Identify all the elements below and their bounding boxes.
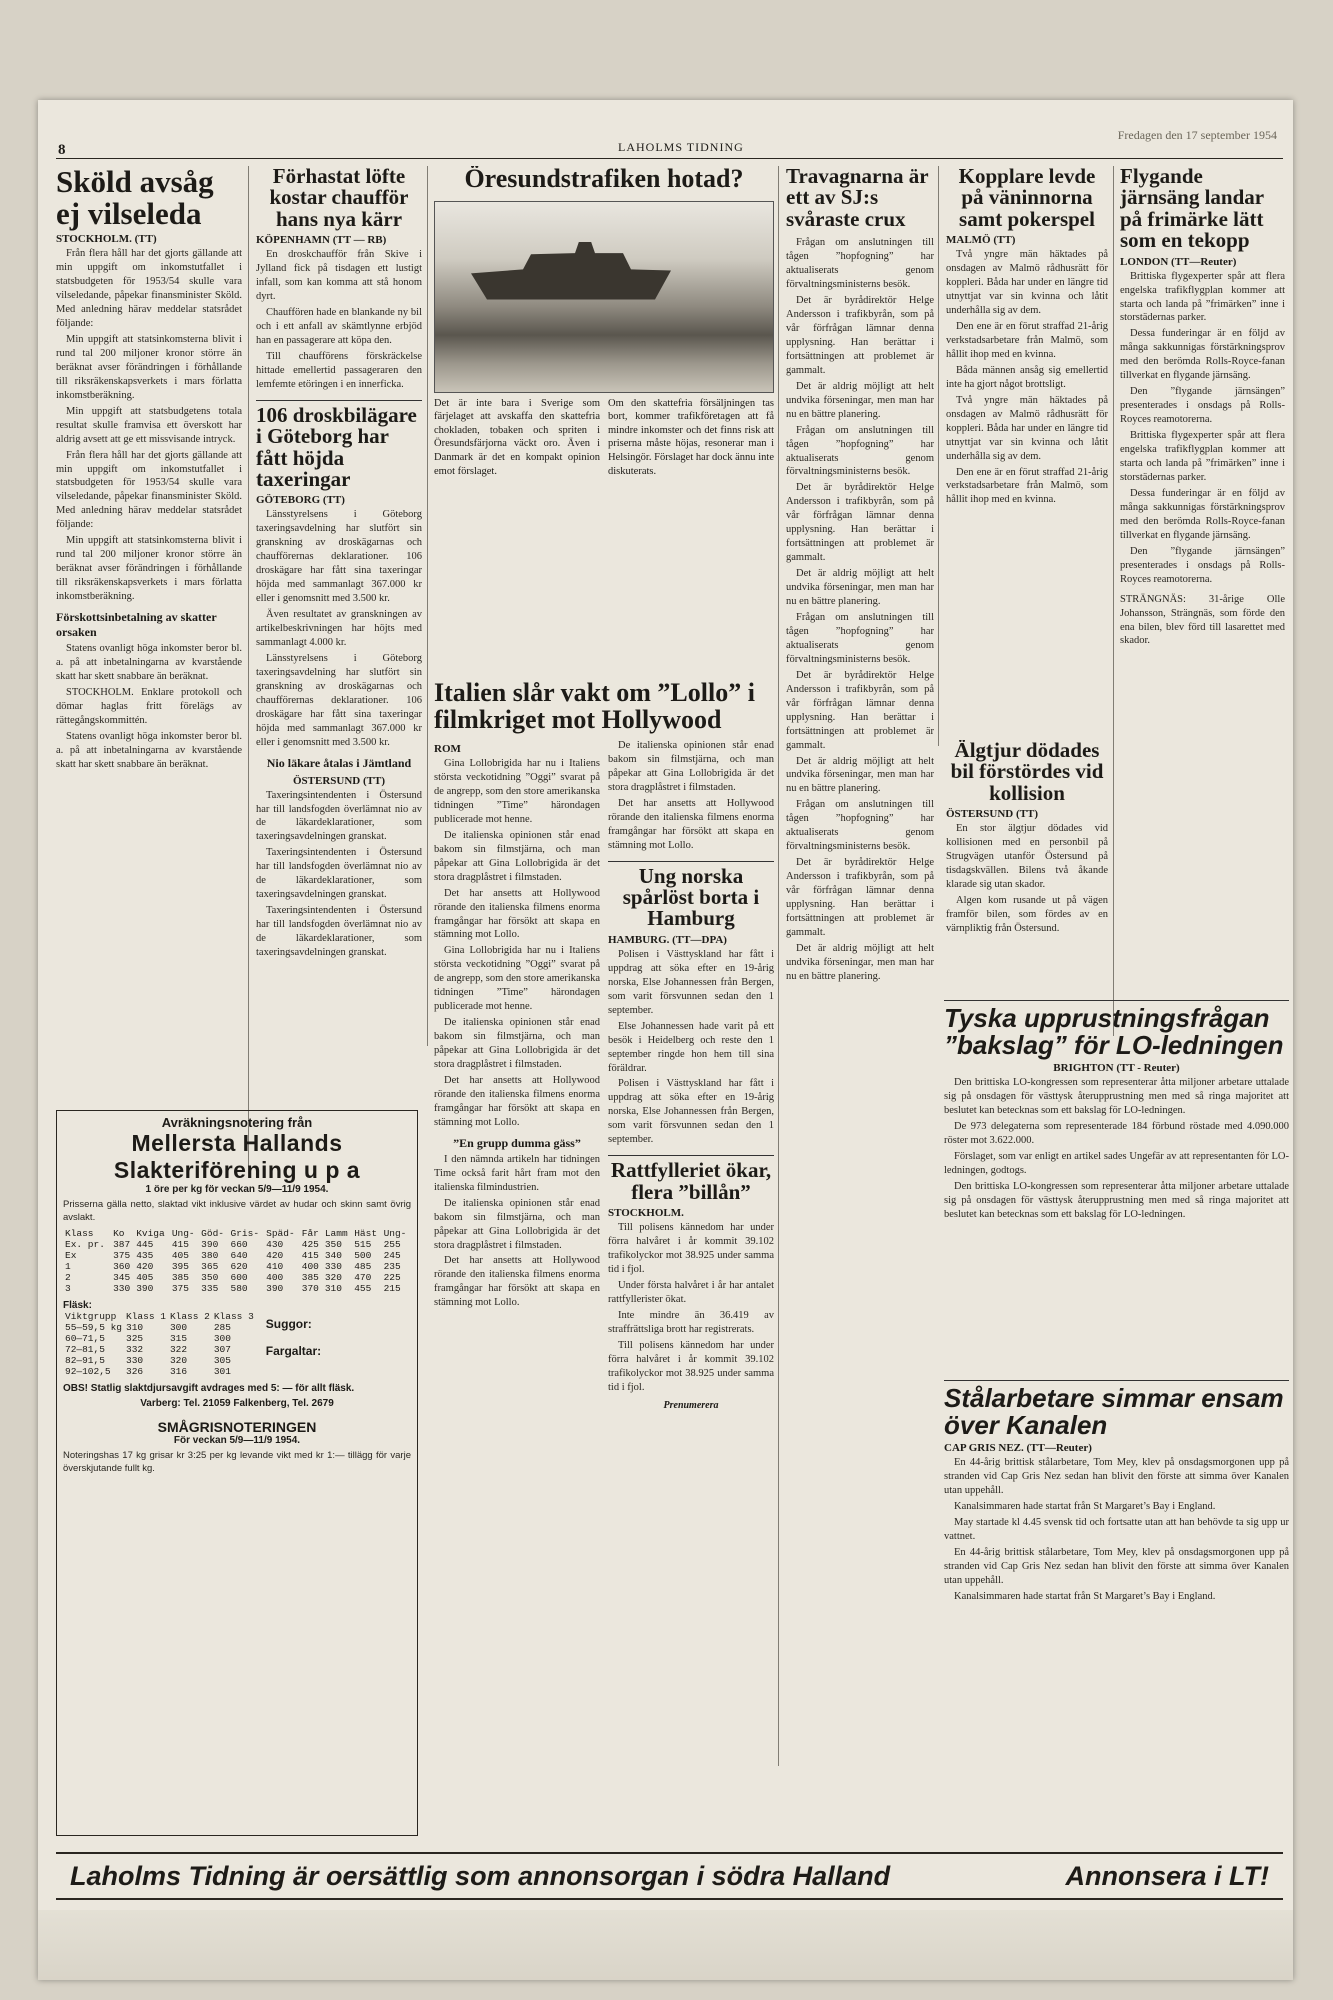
article-kopplare xyxy=(946,166,1108,726)
article-body: De italienska opinionen står enad bakom sin filmstjärna, och man påpekar att Gina Lollobrigida är det stora dragplåstret i filmstaden. Det har ansetts att Hollywood rörande den italienska filmens enorma framgångar har försökt att skapa en stämning mot Lollo. xyxy=(608,740,774,851)
byline: STOCKHOLM. (TT) xyxy=(56,233,157,246)
date-line: Fredagen den 17 september 1954 xyxy=(1117,128,1277,142)
column-divider xyxy=(1113,166,1114,1036)
smagris-text: Noteringshas 17 kg grisar kr 3:25 per kg levande vikt med kr 1:— tillägg för varje överskjutande fullt kg. xyxy=(63,1450,411,1474)
byline: GÖTEBORG (TT) xyxy=(256,494,345,507)
headline: Travagnarna är ett av SJ:s svåraste crux xyxy=(786,166,929,231)
article-chauffor xyxy=(256,166,422,1046)
smagris-subtitle: För veckan 5/9—11/9 1954. xyxy=(173,1435,301,1447)
price-table xyxy=(63,1228,411,1294)
column-divider xyxy=(427,166,428,1046)
byline: STOCKHOLM. xyxy=(608,1207,684,1220)
page-margin xyxy=(38,1910,1293,1980)
subheading: Förskottsinbetalning av skatter orsaken xyxy=(56,610,217,640)
article-skold xyxy=(56,166,242,1156)
byline: LONDON (TT—Reuter) xyxy=(1120,255,1237,268)
subscribe-stamp: Prenumerera xyxy=(663,1400,719,1412)
table-row: 3 330 390 375 335 580 390 370 310 455 215 xyxy=(65,1283,401,1295)
article-algtjur xyxy=(946,740,1108,1040)
article-body: Från flera håll har det gjorts gällande att min uppgift om inkomstutfallet i statsbudgeten för 1953/54 skulle vara vilseledande, påpekar finansminister Sköld. Med anledning härav meddelar statsrådet följande: Min uppgift att statsinkomsterna blivit i rund tal 200 miljoner kronor större än beräknat avser förändringen i förhållande till riksräkenskapsverkets i mars förlatta inkomstberäkning. Min uppgift att statsbudgetens totala resultat skulle framvisa ett överskott har aldrig avsett att ge ett missvisande intryck. Från flera håll har det gjorts gällande att min uppgift om inkomstutfallet i statsbudgeten för 1953/54 skulle vara vilseledande, påpekar finansminister Sköld. Med anledning härav meddelar statsrådet följande: Min uppgift att statsinkomsterna blivit i rund tal 200 miljoner kronor större än beräknat avser förändringen i förhållande till riksräkenskapsverkets i mars förlatta inkomstberäkning. xyxy=(56,248,242,603)
headline: Tyska upprustningsfrågan ”bakslag” för LO-ledningen xyxy=(944,1003,1284,1060)
header-rule xyxy=(56,158,1283,159)
table-row: 72—81,5 332 322 307 xyxy=(65,1344,231,1356)
table-row: Ex. pr. 387 445 415 390 660 430 425 350 515 255 xyxy=(65,1239,401,1251)
footer-call-to-action: Annonsera i LT! xyxy=(1065,1860,1269,1891)
headline: Kopplare levde på väninnorna samt pokerspel xyxy=(958,166,1096,231)
article-jarnsag xyxy=(1120,166,1285,1026)
table-row: 2 345 405 385 350 600 400 385 320 470 225 xyxy=(65,1272,401,1284)
article-body: Frågan om anslutningen till tågen ”hopfogning” har aktualiserats genom förvaltningsministerns besök. Det är byrådirektör Helge Andersson i trafikbyrån, som på vår förfrågan lämnar denna upplysning. Han berättar i fortsättningen att problemet är gammalt. Det är aldrig möjligt att helt undvika förseningar, men man har nu en bättre planering. Frågan om anslutningen till tågen ”hopfogning” har aktualiserats genom förvaltningsministerns besök. Det är byrådirektör Helge Andersson i trafikbyrån, som på vår förfrågan lämnar denna upplysning. Han berättar i fortsättningen att problemet är gammalt. Det är aldrig möjligt att helt undvika förseningar, men man har nu en bättre planering. Frågan om anslutningen till tågen ”hopfogning” har aktualiserats genom förvaltningsministerns besök. Det är byrådirektör Helge Andersson i trafikbyrån, som på vår förfrågan lämnar denna upplysning. Han berättar i fortsättningen att problemet är gammalt. Det är aldrig möjligt att helt undvika förseningar, men man har nu en bättre planering. Frågan om anslutningen till tågen ”hopfogning” har aktualiserats genom förvaltningsministerns besök. Det är byrådirektör Helge Andersson i trafikbyrån, som på vår förfrågan lämnar denna upplysning. Han berättar i fortsättningen att problemet är gammalt. Det är aldrig möjligt att helt undvika förseningar, men man har nu en bättre planering. xyxy=(786,237,934,982)
headline: Flygande järnsäng landar på frimärke lätt som en tekopp xyxy=(1120,166,1264,253)
table-row: 82—91,5 330 320 305 xyxy=(65,1355,231,1367)
paper-name: LAHOLMS TIDNING xyxy=(618,140,744,154)
suggor-label: Suggor: xyxy=(265,1317,312,1332)
article-body: Länsstyrelsens i Göteborg taxeringsavdelning har slutfört sin granskning av droskägarnas och chaufförernas deklarationer. 106 droskägare har fått sina taxeringar höjda med sammanlagt 367.000 kr eller i genomsnitt med 3.500 kr. Även resultatet av granskningen av artikelbeskrivningen har höjts med sammanlagt 4.000 kr. Länsstyrelsens i Göteborg taxeringsavdelning har slutfört sin granskning av droskägarnas och chaufförernas deklarationer. 106 droskägare har fått sina taxeringar höjda med sammanlagt 367.000 kr eller i genomsnitt med 3.500 kr. xyxy=(256,509,422,748)
flask-title: Fläsk: xyxy=(63,1300,92,1312)
price-table-header: Klass Ko Kviga Ung- Göd- Gris- Späd- Får Lamm Häst Ung- xyxy=(65,1228,407,1240)
byline: CAP GRIS NEZ. (TT—Reuter) xyxy=(944,1442,1092,1455)
byline: ÖSTERSUND (TT) xyxy=(293,774,385,787)
photo-caption: Det är inte bara i Sverige som färjelaget att avskaffa den skattefria chokladen, tobaken och spriten i Öresundsfärjorna väckt oro. Även i Danmark är det en kompakt opinion emot förslaget. xyxy=(434,397,600,477)
article-body: I den nämnda artikeln har tidningen Time också farit hårt fram mot den italienska filmindustrien. De italienska opinionen står enad bakom sin filmstjärna, och man påpekar att Gina Lollobrigida är det stora dragplåstret i filmstaden. Det har ansetts att Hollywood rörande den italienska filmens enorma framgångar har försökt att skapa en stämning mot Lollo. xyxy=(434,1153,600,1309)
article-body: En 44-årig brittisk stålarbetare, Tom Mey, klev på onsdagsmorgonen upp på stranden vid Cap Gris Nez sedan han blivit den förste att simma över Kanalen utan uppehåll. Kanalsimmaren hade startat från St Margaret’s Bay i England. May startade kl 4.45 svensk tid och fortsatte utan att han behövde ta sig upp ur vattnet. En 44-årig brittisk stålarbetare, Tom Mey, klev på onsdagsmorgonen upp på stranden vid Cap Gris Nez sedan han blivit den förste att simma över Kanalen utan uppehåll. Kanalsimmaren hade startat från St Margaret’s Bay i England. xyxy=(944,1457,1289,1602)
article-body: En stor älgtjur dödades vid kollisionen med en personbil på Strugvägen utanför Östersund på tisdagskvällen. Bilens två åkande klarade sig utan skador. Algen kom rusande ut på vägen framför bilen, som fördes av en värnpliktig från Östersund. xyxy=(946,823,1108,934)
ad-note: OBS! Statlig slaktdjursavgift avdrages med 5: — för allt fläsk. xyxy=(63,1383,355,1395)
headline: Öresundstrafiken hotad? xyxy=(464,166,744,193)
byline: HAMBURG. (TT—DPA) xyxy=(608,933,727,946)
ferry-photo xyxy=(434,201,774,393)
fargaltar-label: Fargaltar: xyxy=(265,1343,322,1358)
subheading: ”En grupp dumma gäss” xyxy=(453,1135,581,1150)
strangnas-notice: STRÄNGNÄS: 31-årige Olle Johansson, Strängnäs, som förde den ena bilen, blev förd till lasarettet med skador. xyxy=(1120,593,1285,647)
article-body: Gina Lollobrigida har nu i Italiens största veckotidning ”Oggi” svarat på de angrepp, som den store amerikanska tidningen ”Time” härondagen publicerade mot henne. De italienska opinionen står enad bakom sin filmstjärna, och man påpekar att Gina Lollobrigida är det stora dragplåstret i filmstaden. Det har ansetts att Hollywood rörande den italienska filmens enorma framgångar har försökt att skapa en stämning mot Lollo. Gina Lollobrigida har nu i Italiens största veckotidning ”Oggi” svarat på de angrepp, som den store amerikanska tidningen ”Time” härondagen publicerade mot henne. De italienska opinionen står enad bakom sin filmstjärna, och man påpekar att Gina Lollobrigida är det stora dragplåstret i filmstaden. Det har ansetts att Hollywood rörande den italienska filmens enorma framgångar har försökt att skapa en stämning mot Lollo. xyxy=(434,758,600,1128)
table-row: Ex 375 435 405 380 640 420 415 340 500 245 xyxy=(65,1250,401,1262)
headline: 106 droskbilägare i Göteborg har fått höjda taxeringar xyxy=(256,402,417,491)
photo-caption-continued: Om den skattefria försäljningen tas bort, kommer trafikföretagen att få mindre inkomster och det finns risk att priserna måste höjas, resonerar man i Helsingör. Förslaget har dock ännu inte diskuterats. xyxy=(608,397,774,477)
article-body: Till polisens kännedom har under förra halvåret i år kommit 39.102 trafikolyckor mot 38.925 under samma tid i fjol. Under första halvåret i år har antalet rattfyllerister ökat. Inte mindre än 36.419 av straffrättsliga brott har registrerats. Till polisens kännedom har under förra halvåret i år kommit 39.102 trafikolyckor mot 38.925 under samma tid i fjol. xyxy=(608,1222,774,1393)
subheading: Nio läkare åtalas i Jämtland xyxy=(266,755,412,770)
article-travagnar xyxy=(786,166,934,1316)
page-number: 8 xyxy=(58,142,66,158)
headline: Sköld avsåg ej vilseleda xyxy=(56,166,214,231)
flask-table-header: Viktgrupp Klass 1 Klass 2 Klass 3 xyxy=(65,1311,254,1323)
table-row: 55—59,5 kg 310 300 285 xyxy=(65,1322,231,1334)
byline: KÖPENHAMN (TT — RB) xyxy=(256,234,387,247)
smagris-title: SMÅGRISNOTERINGEN xyxy=(157,1419,317,1436)
table-row: 60—71,5 325 315 300 xyxy=(65,1333,231,1345)
article-oresund xyxy=(434,166,774,706)
article-stal xyxy=(944,1380,1289,1841)
column-divider xyxy=(248,166,249,1166)
headline: Italien slår vakt om ”Lollo” i filmkriget mot Hollywood xyxy=(434,680,755,734)
byline: BRIGHTON (TT - Reuter) xyxy=(1053,1062,1180,1075)
ad-subtitle: 1 öre per kg för veckan 5/9—11/9 1954. xyxy=(145,1184,329,1195)
article-body: Statens ovanligt höga inkomster beror bl. a. på att inbetalningarna av kvarstående skatt har skett snabbare än beräknat. STOCKHOLM. Enklare protokoll och dömar haglas fritt förelägs av rättegångskommittén. Statens ovanligt höga inkomster beror bl. a. på att inbetalningarna av kvarstående skatt har skett snabbare än beräknat. xyxy=(56,643,242,770)
ad-company: Mellersta Hallands Slakteriförening u p a xyxy=(113,1130,361,1183)
article-body: Två yngre män häktades på onsdagen av Malmö rådhusrätt för koppleri. Båda har under en längre tid utnyttjat var sin kvinna och låtit underhålla sig av dem. Den ene är en förut straffad 21-årig verkstadsarbetare från Malmö, som hållit ihop med en kvinna. Båda männen ansåg sig emellertid inte ha gjort något brottsligt. Två yngre män häktades på onsdagen av Malmö rådhusrätt för koppleri. Båda har under en längre tid utnyttjat var sin kvinna och låtit underhålla sig av dem. Den ene är en förut straffad 21-årig verkstadsarbetare från Malmö, som hållit ihop med en kvinna. xyxy=(946,249,1108,506)
byline: MALMÖ (TT) xyxy=(946,234,1016,247)
headline: Stålarbetare simmar ensam över Kanalen xyxy=(944,1383,1284,1440)
article-body: Polisen i Västtyskland har fått i uppdrag att söka efter en 19-årig norska, Else Johannessen från Bergen, som varit försvunnen sedan den 1 september. Else Johannessen hade varit på ett besök i Heidelberg och reste den 1 september ringde hon hem till sina föräldrar. Polisen i Västtyskland har fått i uppdrag att söka efter en 19-årig norska, Else Johannessen från Bergen, som varit försvunnen sedan den 1 september. xyxy=(608,948,774,1146)
flask-table xyxy=(63,1311,256,1377)
table-row: 92—102,5 326 316 301 xyxy=(65,1366,231,1378)
article-body: En droskchaufför från Skive i Jylland fick på tisdagen ett lustigt infall, som kan komma att stå honom dyrt. Chauffören hade en blankande ny bil och i ett anfall av skämtlynne erbjöd han en passagerare att köpa den. Till chaufförens förskräckelse hittade emellertid passageraren den lemfemte etöringen i en innerficka. xyxy=(256,249,422,390)
article-lollo xyxy=(434,680,774,1840)
slakteri-advertisement xyxy=(56,1110,418,1836)
table-row: 1 360 420 395 365 620 410 400 330 485 235 xyxy=(65,1261,401,1273)
article-body: Den brittiska LO-kongressen som representerar åtta miljoner arbetare uttalade sig på onsdagen för västtysk återupprustning men med så ringa majoritet att beslutet kan betecknas som ett bakslag för LO-ledningen. De 973 delegaterna som representerade 184 förbund röstade med 4.090.000 röster mot 3.622.000. Förslaget, som var enligt en artikel sades Ungefär av att representanten för LO-ledningen, godtogs. Den brittiska LO-kongressen som representerar åtta miljoner arbetare uttalade sig på onsdagen för västtysk återupprustning men med så ringa majoritet att beslutet kan betecknas som ett bakslag för LO-ledningen. xyxy=(944,1077,1289,1220)
article-body: Brittiska flygexperter spår att flera engelska trafikflygplan kommer att starta och landa på ”frimärken” inne i storstädernas parker. Dessa funderingar är en följd av många sakkunnigas förstärkningsprov med den berömda Rolls-Royce-fanan tillverkat en flygande järnsäng. Den ”flygande järnsängen” presenterades i onsdags på Rolls-Royces reamotorerna. Brittiska flygexperter spår att flera engelska trafikflygplan kommer att starta och landa på ”frimärken” inne i storstädernas parker. Dessa funderingar är en följd av många sakkunnigas förstärkningsprov med den berömda Rolls-Royce-fanan tillverkat en flygande järnsäng. Den ”flygande järnsängen” presenterades i onsdags på Rolls-Royces reamotorerna. xyxy=(1120,270,1285,585)
footer-slogan: Laholms Tidning är oersättlig som annonsorgan i södra Halland xyxy=(70,1860,891,1891)
ad-address: Varberg: Tel. 21059 Falkenberg, Tel. 2679 xyxy=(140,1398,334,1410)
column-divider xyxy=(938,166,939,746)
headline: Älgtjur dödades bil förstördes vid kollision xyxy=(950,740,1104,805)
article-body: Taxeringsintendenten i Östersund har till landsfogden överlämnat nio av de läkardeklarationer, som taxeringsavdelningen granskat. Taxeringsintendenten i Östersund har till landsfogden överlämnat nio av de läkardeklarationer, som taxeringsavdelningen granskat. Taxeringsintendenten i Östersund har till landsfogden överlämnat nio av de läkardeklarationer, som taxeringsavdelningen granskat. xyxy=(256,789,422,959)
footer-banner xyxy=(56,1852,1283,1900)
headline: Ung norska spårlöst borta i Hamburg xyxy=(622,863,760,931)
newspaper-page xyxy=(38,100,1293,1980)
byline: ÖSTERSUND (TT) xyxy=(946,808,1038,821)
column-divider xyxy=(778,166,779,1766)
ad-intro: Prisserna gälla netto, slaktad vikt inklusive värdet av hudar och skinn samt övrig avslakt. xyxy=(63,1199,411,1223)
ad-title: Avräkningsnotering från xyxy=(161,1115,313,1130)
ferry-ship-shape xyxy=(471,242,671,300)
headline: Rattfylleriet ökar, flera ”billån” xyxy=(610,1158,772,1204)
headline: Förhastat löfte kostar chaufför hans nya kärr xyxy=(269,166,409,231)
byline: ROM xyxy=(434,743,461,756)
article-tyska xyxy=(944,1000,1289,1371)
